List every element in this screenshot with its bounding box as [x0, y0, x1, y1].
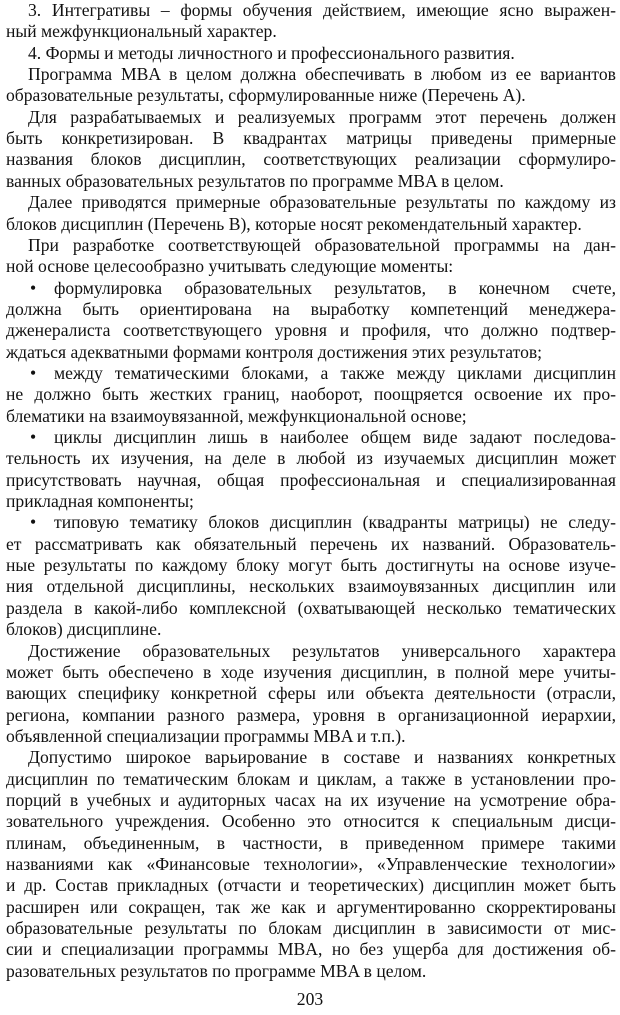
text-line	[6, 149, 616, 170]
text-line	[6, 576, 616, 597]
text-line	[6, 619, 616, 640]
bullet-icon: •	[30, 277, 37, 298]
text-line	[6, 235, 616, 256]
text-line	[6, 833, 616, 854]
text-line	[6, 363, 616, 384]
text-line	[6, 448, 616, 469]
line-text: региона, компании разного размера, уровня в организационной иерархии,	[6, 704, 616, 725]
line-text: ванных образовательных результатов по программе MBA в целом.	[6, 170, 504, 191]
text-line	[6, 0, 616, 21]
line-text: образовательные результаты по блокам дисциплин в зависимости от мис-	[6, 918, 616, 939]
line-text: образовательные результаты, сформулированные ниже (Перечень А).	[6, 85, 526, 106]
line-text: объявленной специализации программы MBA и т.п.).	[6, 725, 406, 746]
line-text: дженералиста соответствующего уровня и профиля, что должно подтвер-	[6, 320, 616, 341]
line-text: быть конкретизирован. В квадрантах матрицы приведены примерные	[6, 128, 616, 149]
line-text: не должно быть жестких границ, наоборот, поощряется освоение их про-	[6, 384, 616, 405]
line-text: плинам, объединенным, в частности, в приведенном примере такими	[6, 832, 616, 853]
line-text: может быть обеспечено в ходе изучения дисциплин, в полной мере учиты-	[6, 661, 616, 682]
text-line	[6, 683, 616, 704]
text-line	[6, 897, 616, 918]
text-line	[6, 747, 616, 768]
text-line	[6, 662, 616, 683]
text-line	[6, 769, 616, 790]
text-line	[6, 21, 616, 42]
text-line	[6, 256, 616, 277]
text-line	[6, 171, 616, 192]
line-text: Далее приводятся примерные образовательные результаты по каждому из	[28, 192, 616, 213]
line-text: расширен или сокращен, так же как и аргументированно скорректированы	[6, 896, 616, 917]
text-line	[6, 875, 616, 896]
line-text: между тематическими блоками, а также между циклами дисциплин	[54, 362, 616, 383]
text-line	[6, 854, 616, 875]
text-line	[6, 555, 616, 576]
line-text: дисциплин по тематическим блокам и циклам, а также в установлении про-	[6, 768, 616, 789]
text-line	[6, 406, 616, 427]
line-text: ные результаты по каждому блоку могут быть достигнуты на основе изуче-	[6, 555, 616, 576]
line-text: ждаться адекватными формами контроля достижения этих результатов;	[6, 341, 543, 362]
text-line	[6, 43, 616, 64]
line-text: ный межфункциональный характер.	[6, 21, 277, 42]
line-text: разовательных результатов по программе MBA в целом.	[6, 960, 427, 981]
bullet-icon: •	[30, 362, 37, 383]
text-line	[6, 491, 616, 512]
bullet-icon: •	[30, 427, 37, 447]
line-text: блематики на взаимоувязанной, межфункциональной основе;	[6, 405, 467, 426]
text-line	[6, 342, 616, 363]
line-text: тельность их изучения, на деле в любой из изучаемых дисциплин может	[6, 448, 616, 469]
line-text: 4. Формы и методы личностного и профессионального развития.	[28, 42, 515, 63]
line-text: блоков дисциплин (Перечень В), которые носят рекомендательный характер.	[6, 213, 582, 234]
text-line	[6, 811, 616, 832]
text-line	[6, 427, 616, 448]
text-line	[6, 512, 616, 533]
text-line	[6, 961, 616, 982]
text-line	[6, 64, 616, 85]
text-line	[6, 598, 616, 619]
line-text: циклы дисциплин лишь в наиболее общем виде задают последова-	[54, 427, 616, 447]
line-text: и др. Состав прикладных (отчасти и теоретических) дисциплин может быть	[6, 875, 616, 896]
line-text: формулировка образовательных результатов, в конечном счете,	[54, 277, 616, 298]
text-line	[6, 107, 616, 128]
text-line	[6, 939, 616, 960]
line-text: сии и специализации программы MBA, но без ущерба для достижения об-	[6, 939, 616, 960]
text-line	[6, 790, 616, 811]
page-number: 203	[296, 989, 324, 1009]
text-line	[6, 128, 616, 149]
line-text: Программа MBA в целом должна обеспечивать в любом из ее вариантов	[28, 64, 616, 85]
text-line	[6, 534, 616, 555]
line-text: Допустимо широкое варьирование в составе и названиях конкретных	[28, 747, 616, 768]
text-line	[6, 299, 616, 320]
bullet-icon: •	[30, 512, 37, 533]
line-text: типовую тематику блоков дисциплин (квадранты матрицы) не следу-	[54, 512, 616, 533]
text-line	[6, 641, 616, 662]
text-line	[6, 278, 616, 299]
text-line	[6, 918, 616, 939]
text-line	[6, 85, 616, 106]
line-text: Достижение образовательных результатов универсального характера	[28, 640, 616, 661]
line-text: присутствовать научная, общая профессиональная и специализированная	[6, 469, 616, 490]
line-text: ет рассматривать как обязательный перечень их названий. Образователь-	[6, 533, 616, 554]
text-line	[6, 705, 616, 726]
text-line	[6, 320, 616, 341]
line-text: блоков) дисциплине.	[6, 619, 162, 640]
line-text: ной основе целесообразно учитывать следующие моменты:	[6, 256, 454, 277]
line-text: порций в учебных и аудиторных часах на их изучение на усмотрение обра-	[6, 789, 616, 810]
line-text: зовательного учреждения. Особенно это относится к специальным дисци-	[6, 811, 616, 832]
text-line	[6, 470, 616, 491]
line-text: прикладная компоненты;	[6, 491, 194, 512]
text-line	[6, 214, 616, 235]
line-text: ния отдельной дисциплины, нескольких взаимоувязанных дисциплин или	[6, 576, 616, 597]
line-text: раздела в какой-либо комплексной (охватывающей несколько тематических	[6, 597, 616, 618]
line-text: При разработке соответствующей образовательной программы на дан-	[28, 234, 616, 255]
line-text: названия блоков дисциплин, соответствующих реализации сформулиро-	[6, 149, 616, 170]
line-text: должна быть ориентирована на выработку компетенций менеджера-	[6, 298, 616, 319]
text-line	[6, 726, 616, 747]
line-text: вающих специфику конкретной сферы или объекта деятельности (отрасли,	[6, 683, 616, 704]
text-line	[6, 192, 616, 213]
line-text: названиями как «Финансовые технологии», «Управленческие технологии»	[6, 854, 616, 874]
line-text: 3. Интегративы – формы обучения действием, имеющие ясно выражен-	[28, 0, 616, 20]
text-line	[6, 384, 616, 405]
line-text: Для разрабатываемых и реализуемых программ этот перечень должен	[28, 106, 616, 127]
